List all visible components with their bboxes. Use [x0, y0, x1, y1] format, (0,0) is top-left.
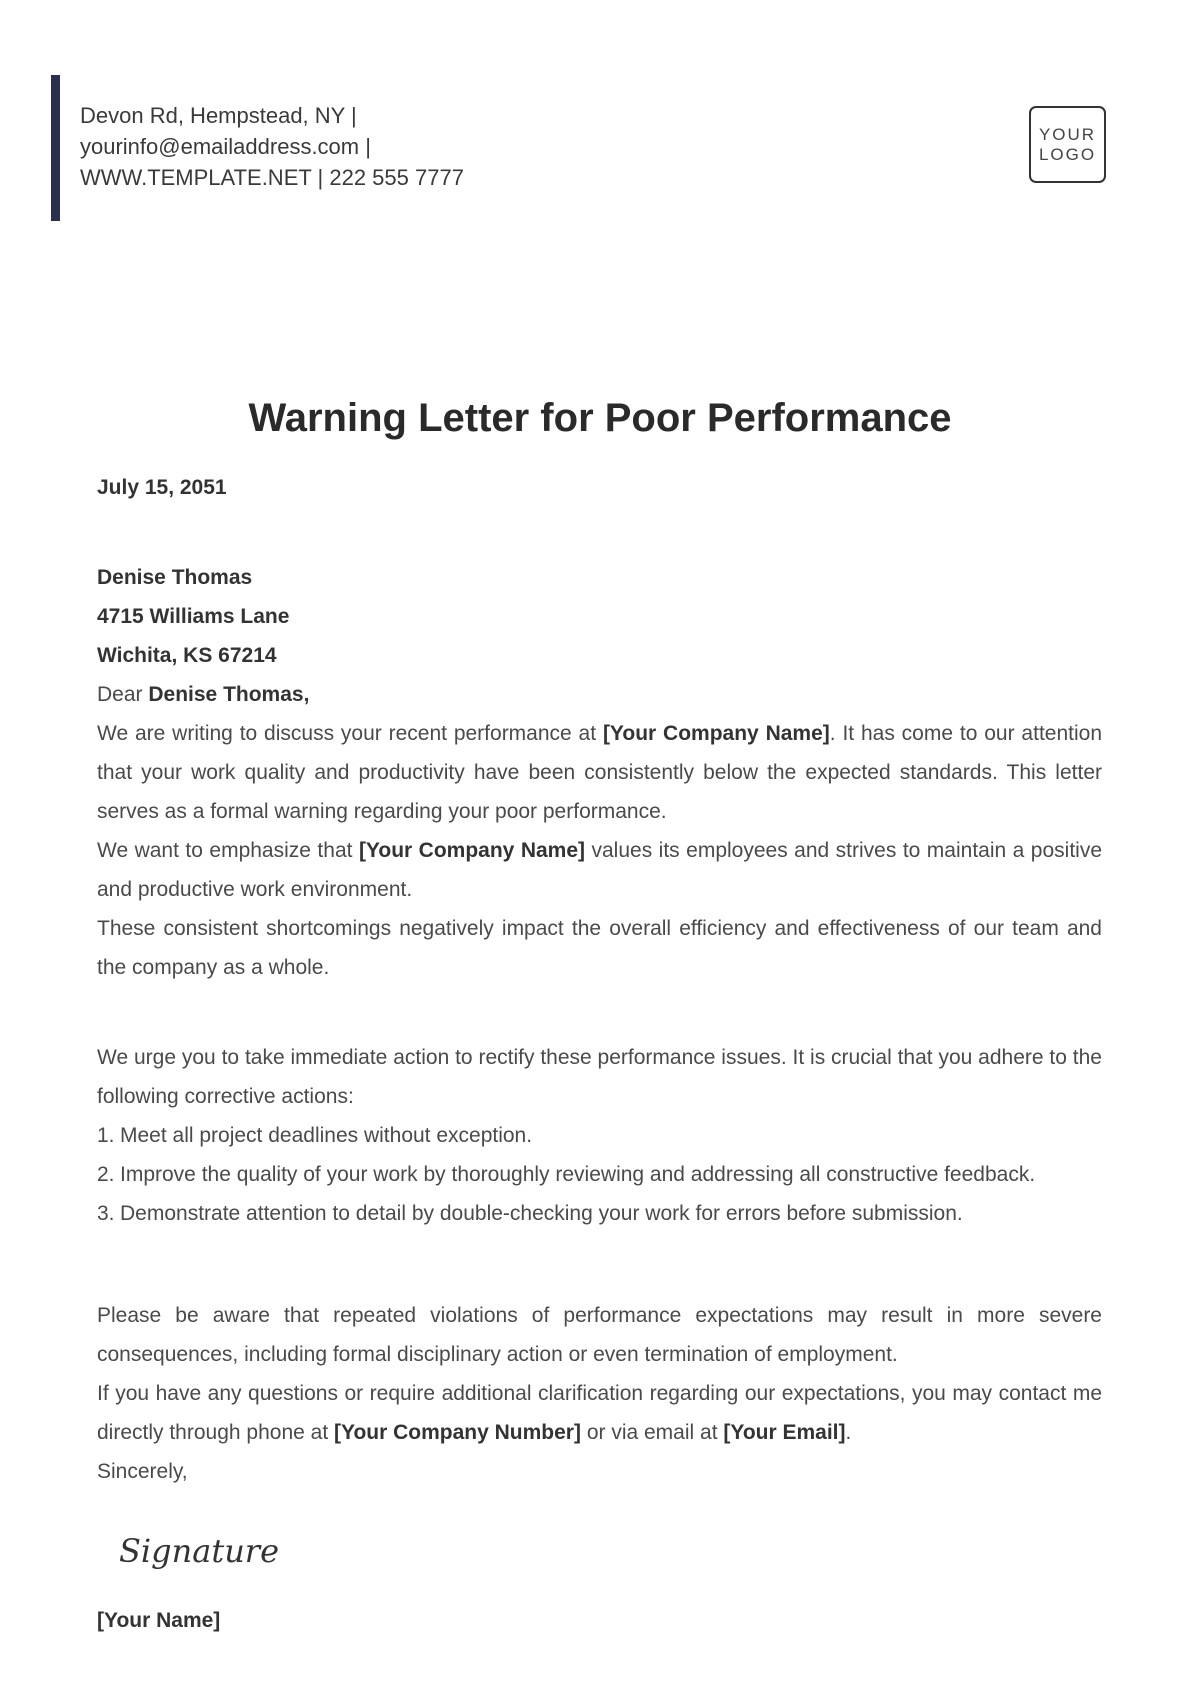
logo-text-line1: YOUR — [1038, 124, 1097, 144]
contact-email: yourinfo@emailaddress.com | — [80, 134, 371, 159]
corrective-actions-list — [97, 1116, 1102, 1233]
list-item — [97, 1116, 1102, 1155]
spacer — [97, 987, 1102, 1038]
paragraph-impact: These consistent shortcomings negatively impact the overall efficiency and effectiveness of our team and the company as a whole. — [97, 917, 1102, 979]
salutation — [97, 675, 1102, 714]
list-item — [97, 1194, 1102, 1233]
list-item-text: Improve the quality of your work by thoroughly reviewing and addressing all constructive feedback. — [120, 1163, 1036, 1186]
list-item — [97, 1155, 1102, 1194]
paragraph-consequences: Please be aware that repeated violations of performance expectations may result in more severe consequences, including formal disciplinary action or even termination of employment. — [97, 1304, 1102, 1366]
list-number: 2. — [97, 1163, 115, 1186]
company-logo — [1029, 106, 1106, 183]
spacer — [97, 1233, 1102, 1296]
recipient-name: Denise Thomas — [97, 566, 253, 589]
sender-contact-block — [80, 100, 464, 193]
header-accent-bar — [51, 75, 60, 221]
letter-title: Warning Letter for Poor Performance — [248, 396, 952, 440]
paragraph-text: We want to emphasize that — [97, 839, 353, 862]
list-item-text: Demonstrate attention to detail by double-checking your work for errors before submission. — [120, 1202, 963, 1225]
list-number: 3. — [97, 1202, 115, 1225]
spacer — [97, 507, 1102, 558]
salutation-prefix: Dear — [97, 683, 143, 706]
letter-date: July 15, 2051 — [97, 476, 227, 499]
paragraph-text: . — [845, 1421, 852, 1444]
signature: Signature — [119, 1532, 280, 1570]
paragraph-text: or via email at — [586, 1421, 718, 1444]
list-number: 1. — [97, 1124, 115, 1147]
paragraph-text: We are writing to discuss your recent performance at — [97, 722, 597, 745]
recipient-city: Wichita, KS 67214 — [97, 644, 277, 667]
contact-address: Devon Rd, Hempstead, NY | — [80, 103, 357, 128]
letter-body — [97, 468, 1102, 1640]
company-name-placeholder: [Your Company Name] — [358, 839, 586, 862]
phone-placeholder: [Your Company Number] — [334, 1421, 581, 1444]
email-placeholder: [Your Email] — [723, 1421, 846, 1444]
salutation-name: Denise Thomas, — [148, 683, 310, 706]
paragraph-text: . It has come to our attention that your work quality and productivity have been consistently below the expected standards. This letter serves as a formal warning regarding your poor performance. — [97, 722, 1102, 823]
paragraph-contact — [97, 1374, 1102, 1452]
recipient-street: 4715 Williams Lane — [97, 605, 290, 628]
paragraph-intro — [97, 714, 1102, 831]
logo-text-line2: LOGO — [1038, 144, 1097, 164]
list-item-text: Meet all project deadlines without exception. — [120, 1124, 533, 1147]
paragraph-values — [97, 831, 1102, 909]
paragraph-text: If you have any questions or require additional clarification regarding our expectations, you may contact me directly through phone at — [97, 1382, 1102, 1444]
company-name-placeholder: [Your Company Name] — [602, 722, 830, 745]
closing: Sincerely, — [97, 1460, 188, 1483]
paragraph-text: values its employees and strives to maintain a positive and productive work environment. — [97, 839, 1102, 901]
paragraph-urge: We urge you to take immediate action to rectify these performance issues. It is crucial that you adhere to the following corrective actions: — [97, 1046, 1102, 1108]
sender-name: [Your Name] — [97, 1609, 221, 1632]
contact-website-phone: WWW.TEMPLATE.NET | 222 555 7777 — [80, 165, 464, 190]
